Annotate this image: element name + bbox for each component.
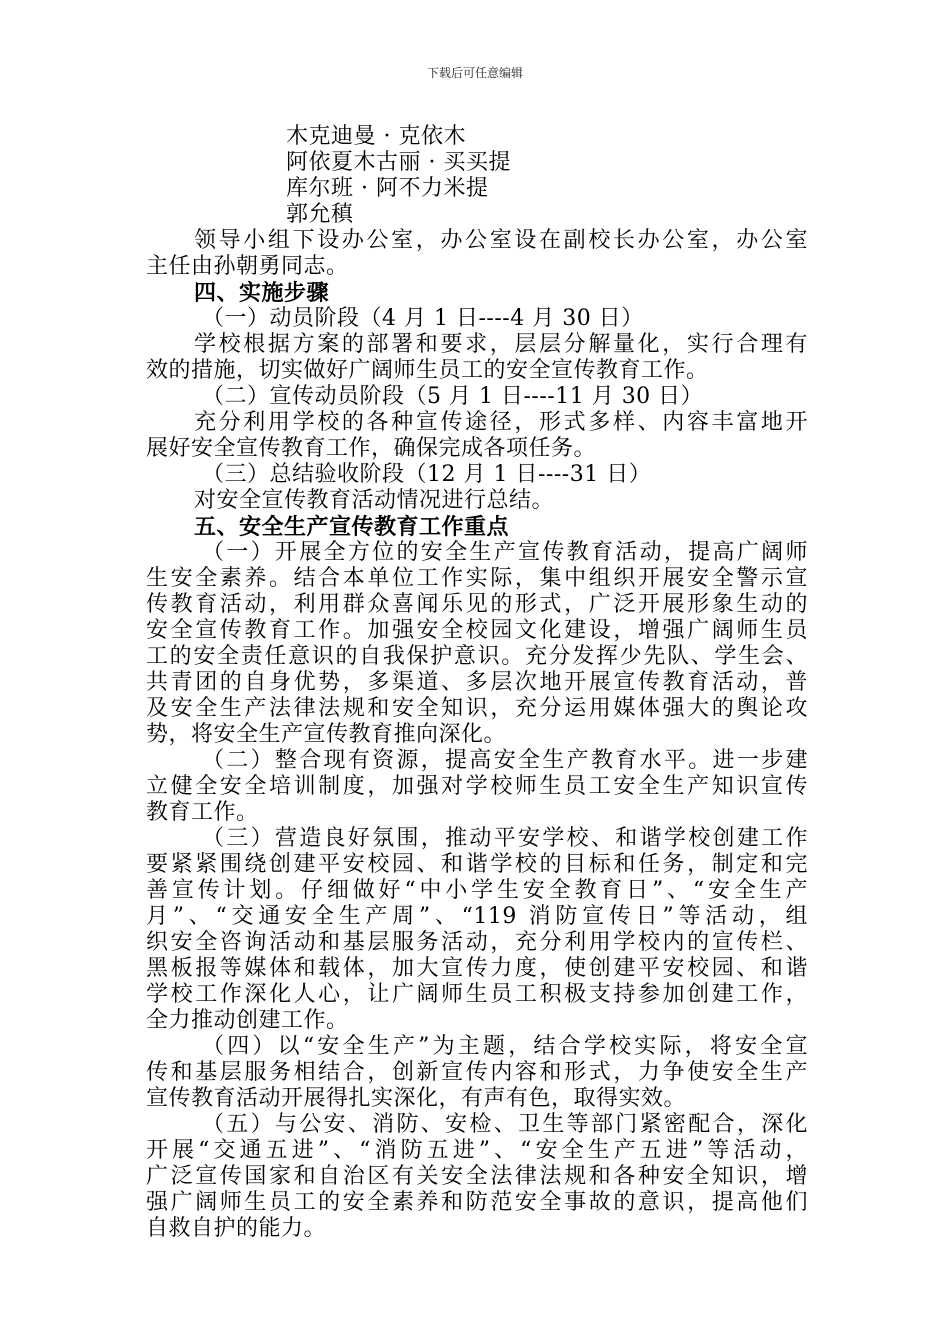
- stage-title: （一）动员阶段（4 月 1 日----4 月 30 日）: [202, 306, 644, 331]
- stage-title: （二）宣传动员阶段（5 月 1 日----11 月 30 日）: [202, 384, 704, 409]
- page-header: 下载后可任意编辑: [426, 66, 523, 80]
- paragraph-line: 自救自护的能力。: [146, 1216, 327, 1241]
- section-heading: 五、安全生产宣传教育工作重点: [194, 514, 510, 540]
- document-body: [146, 124, 808, 1242]
- office-paragraph-line: 主任由孙朝勇同志。: [146, 254, 349, 279]
- paragraph-line: 要紧紧围绕创建平安校园、和谐学校的目标和任务，制定和完: [146, 852, 808, 877]
- paragraph-line: （四）以“安全生产”为主题，结合学校实际，将安全宣: [202, 1034, 808, 1059]
- paragraph-line: 学校根据方案的部署和要求，层层分解量化，实行合理有: [194, 332, 808, 357]
- paragraph-line: 共青团的自身优势，多渠道、多层次地开展宣传教育活动，普: [146, 670, 808, 695]
- paragraph-line: 学校工作深化人心，让广阔师生员工积极支持参加创建工作，: [146, 982, 808, 1007]
- paragraph-line: 善宣传计划。仔细做好“中小学生安全教育日”、“安全生产: [146, 878, 808, 903]
- section-heading: 四、实施步骤: [194, 280, 330, 306]
- paragraph-line: 势，将安全生产宣传教育推向深化。: [146, 722, 507, 747]
- paragraph-line: 黑板报等媒体和载体，加大宣传力度，使创建平安校园、和谐: [146, 956, 808, 981]
- paragraph-line: 强广阔师生员工的安全素养和防范安全事故的意识，提高他们: [146, 1190, 808, 1215]
- paragraph-line: 效的措施，切实做好广阔师生员工的安全宣传教育工作。: [146, 358, 709, 383]
- member-name: 库尔班 · 阿不力米提: [286, 176, 489, 201]
- paragraph-line: 充分利用学校的各种宣传途径，形式多样、内容丰富地开: [194, 410, 808, 435]
- paragraph-line: 开展“交通五进”、“消防五进”、“安全生产五进”等活动，: [146, 1138, 808, 1163]
- paragraph-line: 宣传教育活动开展得扎实深化，有声有色，取得实效。: [146, 1086, 687, 1111]
- paragraph-line: （二）整合现有资源，提高安全生产教育水平。进一步建: [202, 748, 808, 773]
- stage-title: （三）总结验收阶段（12 月 1 日----31 日）: [202, 462, 652, 487]
- paragraph-line: （五）与公安、消防、安检、卫生等部门紧密配合，深化: [202, 1112, 808, 1137]
- paragraph-line: （三）营造良好氛围，推动平安学校、和谐学校创建工作: [202, 826, 808, 851]
- paragraph-line: 生安全素养。结合本单位工作实际，集中组织开展安全警示宣: [146, 566, 808, 591]
- paragraph-line: 工的安全责任意识的自我保护意识。充分发挥少先队、学生会、: [146, 644, 808, 669]
- member-name: 阿依夏木古丽 · 买买提: [286, 150, 511, 175]
- paragraph-line: 教育工作。: [146, 800, 259, 825]
- member-name: 郭允稹: [286, 202, 354, 227]
- paragraph-line: 对安全宣传教育活动情况进行总结。: [194, 488, 555, 513]
- paragraph-line: 月”、“交通安全生产周”、“119 消防宣传日”等活动，组: [146, 904, 808, 929]
- paragraph-line: 全力推动创建工作。: [146, 1008, 349, 1033]
- paragraph-line: 及安全生产法律法规和安全知识，充分运用媒体强大的舆论攻: [146, 696, 808, 721]
- paragraph-line: 展好安全宣传教育工作，确保完成各项任务。: [146, 436, 597, 461]
- paragraph-line: 传和基层服务相结合，创新宣传内容和形式，力争使安全生产: [146, 1060, 808, 1085]
- paragraph-line: 传教育活动，利用群众喜闻乐见的形式，广泛开展形象生动的: [146, 592, 808, 617]
- paragraph-line: 立健全安全培训制度，加强对学校师生员工安全生产知识宣传: [146, 774, 808, 799]
- paragraph-line: 织安全咨询活动和基层服务活动，充分利用学校内的宣传栏、: [146, 930, 808, 955]
- paragraph-line: 广泛宣传国家和自治区有关安全法律法规和各种安全知识，增: [146, 1164, 808, 1189]
- paragraph-line: 安全宣传教育工作。加强安全校园文化建设，增强广阔师生员: [146, 618, 808, 643]
- member-name: 木克迪曼 · 克依木: [286, 124, 466, 149]
- paragraph-line: （一）开展全方位的安全生产宣传教育活动，提高广阔师: [202, 540, 808, 565]
- office-paragraph-line: 领导小组下设办公室，办公室设在副校长办公室，办公室: [194, 228, 808, 253]
